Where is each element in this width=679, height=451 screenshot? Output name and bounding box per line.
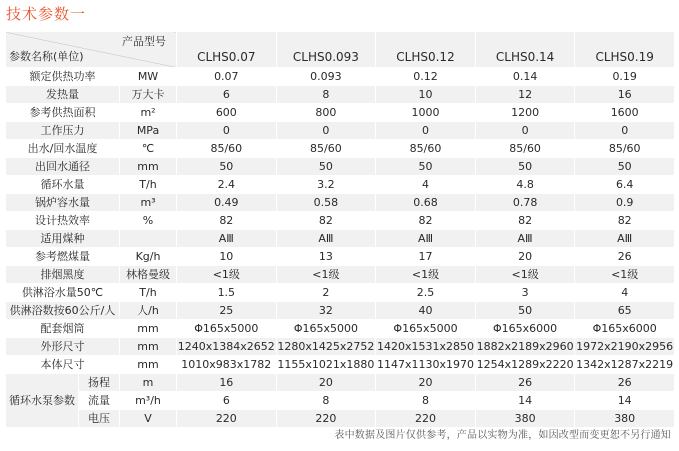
param-value: 220 (376, 410, 476, 428)
param-value: 0.58 (276, 194, 376, 212)
param-value: 26 (575, 374, 675, 392)
table-row (6, 302, 675, 320)
model-header: CLHS0.093 (276, 32, 376, 68)
table-row (6, 338, 675, 356)
param-unit: mm (120, 158, 177, 176)
param-value: 12 (475, 86, 575, 104)
param-name: 出回水通径 (6, 158, 120, 176)
param-value: Φ165x5000 (177, 320, 277, 338)
param-value: 20 (475, 248, 575, 266)
table-header-row (6, 32, 675, 68)
table-row (6, 392, 675, 410)
param-value: 50 (475, 302, 575, 320)
param-value: 4 (575, 284, 675, 302)
param-value: 65 (575, 302, 675, 320)
param-value: Φ165x5000 (376, 320, 476, 338)
param-value: 50 (177, 158, 277, 176)
param-unit: 万大卡 (120, 86, 177, 104)
param-value: 3 (475, 284, 575, 302)
param-value: AⅢ (575, 230, 675, 248)
param-value: 1280x1425x2752 (276, 338, 376, 356)
param-value: 0 (575, 122, 675, 140)
param-value: 16 (575, 86, 675, 104)
param-value: AⅢ (276, 230, 376, 248)
model-header: CLHS0.07 (177, 32, 277, 68)
pump-param-name: 流量 (79, 392, 120, 410)
spec-table (5, 31, 675, 428)
param-unit (120, 230, 177, 248)
param-value: 6.4 (575, 176, 675, 194)
param-name: 出水/回水温度 (6, 140, 120, 158)
param-value: 1147x1130x1970 (376, 356, 476, 374)
param-value: 1600 (575, 104, 675, 122)
param-value: 1254x1289x2220 (475, 356, 575, 374)
table-row (6, 68, 675, 86)
param-value: 0.49 (177, 194, 277, 212)
param-value: 2.4 (177, 176, 277, 194)
corner-label-model: 产品型号 (122, 35, 167, 48)
pump-group-label: 循环水泵参数 (6, 374, 79, 428)
param-name: 供淋浴数按60公斤/人 (6, 302, 120, 320)
table-row (6, 86, 675, 104)
param-value: 0.093 (276, 68, 376, 86)
param-unit: m³/h (120, 392, 177, 410)
table-row (6, 320, 675, 338)
param-value: <1级 (475, 266, 575, 284)
param-name: 适用煤种 (6, 230, 120, 248)
table-row (6, 122, 675, 140)
param-value: 380 (575, 410, 675, 428)
param-unit: m² (120, 104, 177, 122)
param-unit: 林格曼级 (120, 266, 177, 284)
table-row (6, 248, 675, 266)
pump-param-name: 扬程 (79, 374, 120, 392)
param-value: 10 (177, 248, 277, 266)
param-value: 380 (475, 410, 575, 428)
param-value: 85/60 (376, 140, 476, 158)
param-value: 0.07 (177, 68, 277, 86)
param-value: 50 (276, 158, 376, 176)
param-value: 50 (475, 158, 575, 176)
param-value: 0.68 (376, 194, 476, 212)
param-value: 20 (276, 374, 376, 392)
param-value: 1000 (376, 104, 476, 122)
param-value: 0 (177, 122, 277, 140)
param-value: 0.19 (575, 68, 675, 86)
param-value: 800 (276, 104, 376, 122)
param-value: 0.14 (475, 68, 575, 86)
param-unit: MPa (120, 122, 177, 140)
param-unit: ℃ (120, 140, 177, 158)
param-value: 8 (276, 392, 376, 410)
param-value: 82 (475, 212, 575, 230)
param-name: 发热量 (6, 86, 120, 104)
table-row (6, 410, 675, 428)
param-value: 85/60 (177, 140, 277, 158)
param-value: 0 (475, 122, 575, 140)
param-value: AⅢ (475, 230, 575, 248)
param-value: AⅢ (177, 230, 277, 248)
param-value: 10 (376, 86, 476, 104)
param-value: Φ165x5000 (276, 320, 376, 338)
param-value: 17 (376, 248, 476, 266)
table-row (6, 176, 675, 194)
param-unit: T/h (120, 284, 177, 302)
param-value: 82 (575, 212, 675, 230)
param-value: 85/60 (276, 140, 376, 158)
param-value: <1级 (575, 266, 675, 284)
param-value: 8 (376, 392, 476, 410)
table-row (6, 158, 675, 176)
model-header: CLHS0.12 (376, 32, 476, 68)
param-value: <1级 (376, 266, 476, 284)
param-unit: m³ (120, 194, 177, 212)
param-value: 0.78 (475, 194, 575, 212)
param-value: 600 (177, 104, 277, 122)
param-value: 82 (276, 212, 376, 230)
table-row (6, 284, 675, 302)
param-unit: Kg/h (120, 248, 177, 266)
param-value: 0 (276, 122, 376, 140)
pump-param-name: 电压 (79, 410, 120, 428)
param-name: 锅炉容水量 (6, 194, 120, 212)
param-value: 1.5 (177, 284, 277, 302)
param-value: 50 (575, 158, 675, 176)
param-value: 85/60 (475, 140, 575, 158)
param-value: 4.8 (475, 176, 575, 194)
corner-label-param: 参数名称(单位) (9, 50, 84, 63)
param-name: 配套烟筒 (6, 320, 120, 338)
param-value: <1级 (276, 266, 376, 284)
model-header: CLHS0.14 (475, 32, 575, 68)
param-value: 2 (276, 284, 376, 302)
table-row (6, 374, 675, 392)
footnote: 表中数据及图片仅供参考，产品以实物为准，如因改型而变更恕不另行通知 (334, 430, 671, 441)
param-value: 220 (177, 410, 277, 428)
param-value: 26 (575, 248, 675, 266)
param-unit: mm (120, 338, 177, 356)
param-value: 50 (376, 158, 476, 176)
param-name: 参考燃煤量 (6, 248, 120, 266)
param-unit: mm (120, 356, 177, 374)
model-header: CLHS0.19 (575, 32, 675, 68)
param-value: Φ165x6000 (575, 320, 675, 338)
param-name: 参考供热面积 (6, 104, 120, 122)
param-value: 82 (376, 212, 476, 230)
param-value: 14 (475, 392, 575, 410)
param-value: 1420x1531x2850 (376, 338, 476, 356)
table-row (6, 212, 675, 230)
param-value: 13 (276, 248, 376, 266)
param-unit: T/h (120, 176, 177, 194)
param-name: 本体尺寸 (6, 356, 120, 374)
table-row (6, 104, 675, 122)
param-value: 0.9 (575, 194, 675, 212)
param-value: 3.2 (276, 176, 376, 194)
param-value: 1240x1384x2652 (177, 338, 277, 356)
table-row (6, 194, 675, 212)
param-value: 0 (376, 122, 476, 140)
param-value: 1155x1021x1880 (276, 356, 376, 374)
param-value: 8 (276, 86, 376, 104)
param-unit: 人/h (120, 302, 177, 320)
page-title: 技术参数一 (6, 5, 87, 23)
param-unit: % (120, 212, 177, 230)
param-value: 1882x2189x2960 (475, 338, 575, 356)
param-value: 1972x2190x2956 (575, 338, 675, 356)
param-name: 供淋浴水量50℃ (6, 284, 120, 302)
param-name: 排烟黑度 (6, 266, 120, 284)
param-unit: mm (120, 320, 177, 338)
param-value: AⅢ (376, 230, 476, 248)
param-name: 循环水量 (6, 176, 120, 194)
param-value: 26 (475, 374, 575, 392)
param-value: 16 (177, 374, 277, 392)
table-row (6, 230, 675, 248)
param-value: 85/60 (575, 140, 675, 158)
param-value: 14 (575, 392, 675, 410)
param-value: 1342x1287x2219 (575, 356, 675, 374)
table-row (6, 140, 675, 158)
param-value: 25 (177, 302, 277, 320)
param-unit: MW (120, 68, 177, 86)
param-value: 32 (276, 302, 376, 320)
param-value: 20 (376, 374, 476, 392)
param-name: 额定供热功率 (6, 68, 120, 86)
param-value: 220 (276, 410, 376, 428)
param-value: 6 (177, 86, 277, 104)
table-row (6, 266, 675, 284)
param-value: 1200 (475, 104, 575, 122)
param-value: Φ165x6000 (475, 320, 575, 338)
param-value: 82 (177, 212, 277, 230)
param-unit: V (120, 410, 177, 428)
table-row (6, 356, 675, 374)
param-name: 工作压力 (6, 122, 120, 140)
header-corner-cell (6, 32, 177, 68)
param-value: 2.5 (376, 284, 476, 302)
param-value: 6 (177, 392, 277, 410)
param-name: 设计热效率 (6, 212, 120, 230)
param-value: 0.12 (376, 68, 476, 86)
param-unit: m (120, 374, 177, 392)
param-value: 1010x983x1782 (177, 356, 277, 374)
param-value: 4 (376, 176, 476, 194)
param-value: 40 (376, 302, 476, 320)
param-value: <1级 (177, 266, 277, 284)
param-name: 外形尺寸 (6, 338, 120, 356)
